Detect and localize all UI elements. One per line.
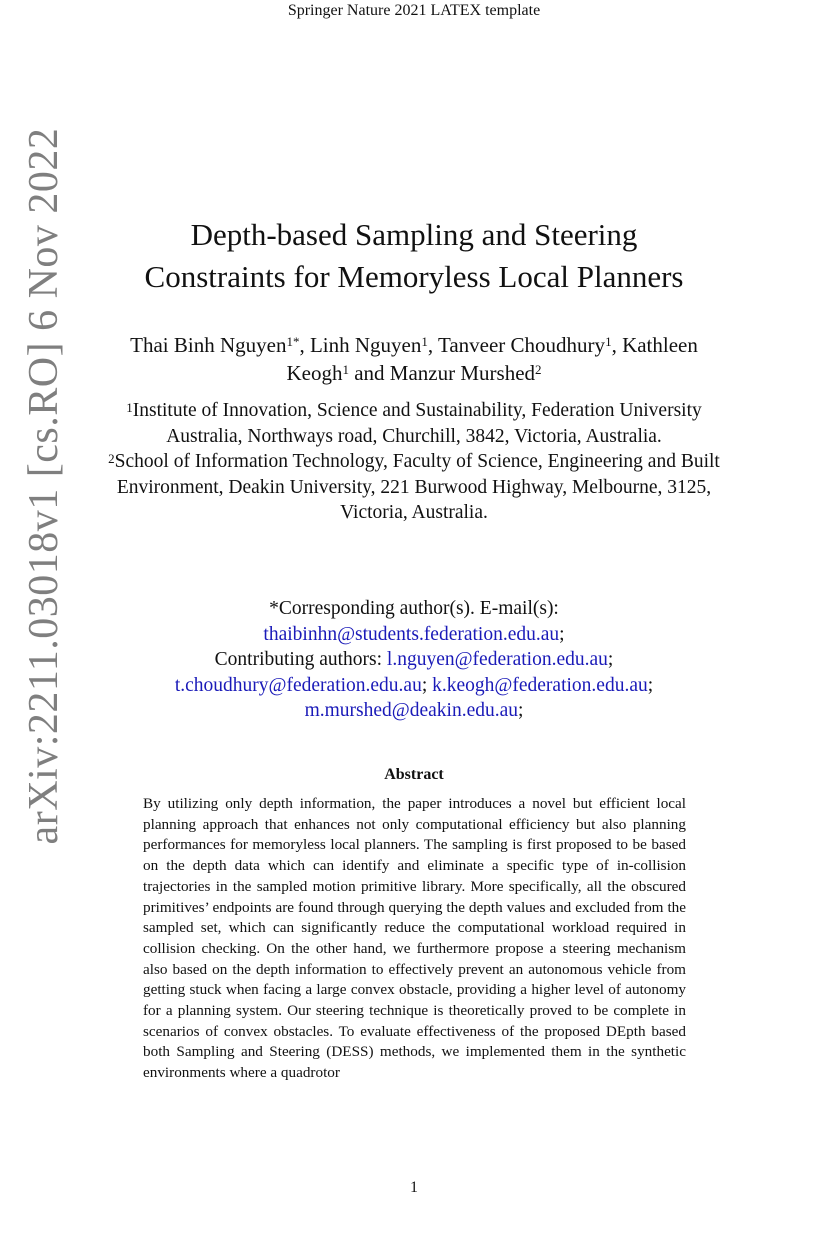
abstract-text: By utilizing only depth information, the paper introduces a novel but efficient local planning approach that enhances not only computational efficiency but also planning performances for memoryless local planners. The sampling is first proposed to be based on the depth data which can identify and eliminate a specific type of in-collision trajectories in the sampled motion primitive library. More specifically, all the obscured primitives’ endpoints are found through querying the depth values and excluded from the sampled set, which can significantly reduce the computational workload required in collision checking. On the other hand, we furthermore propose a steering mechanism also based on the depth information to effectively prevent an autonomous vehicle from getting stuck when facing a large convex obstacle, providing a higher level of autonomy for a planning system. Our steering technique is theoretically proved to be complete in scenarios of convex obstacles. To evaluate effectiveness of the proposed DEpth based both Sampling and Steering (DESS) methods, we implemented them in the synthetic environments where a quadrotor [143, 795, 686, 1082]
author-separator: and [348, 361, 390, 385]
author-separator: , [299, 333, 310, 357]
author-affiliation-marker: 1* [286, 334, 300, 349]
email-separator: ; [559, 623, 565, 645]
author-name: Thai Binh Nguyen [130, 333, 287, 357]
page-number: 1 [410, 1179, 418, 1196]
title-line-1: Depth-based Sampling and Steering [190, 217, 638, 252]
author-affiliation-marker: 1 [421, 334, 428, 349]
arxiv-identifier-stamp [18, 127, 70, 845]
affiliation-1 [108, 398, 720, 449]
author-separator: , [611, 333, 623, 357]
author-separator: , [427, 333, 438, 357]
title-line-2: Constraints for Memoryless Local Planners [144, 259, 684, 294]
contributing-email-link[interactable]: k.keogh@federation.edu.au [432, 674, 648, 696]
contributing-email-link[interactable]: t.choudhury@federation.edu.au [174, 674, 422, 696]
email-separator: ; [607, 649, 614, 670]
correspondence-block [108, 596, 720, 724]
corresponding-label: *Corresponding author(s). E-mail(s): [269, 598, 559, 619]
author-name: Linh Nguyen [309, 333, 422, 357]
abstract-heading: Abstract [384, 766, 444, 783]
email-separator: ; [647, 674, 654, 696]
email-separator: ; [518, 700, 524, 721]
author-affiliation-marker: 1 [342, 362, 349, 377]
running-header: Springer Nature 2021 LATEX template [287, 2, 541, 19]
affiliation-text: School of Information Technology, Faculty of Science, Engineering and Built Environment, Deakin University, 221 Burwood Highway, Melbourne, 3125, Victoria, Australia. [114, 451, 720, 523]
email-separator: ; [421, 674, 428, 696]
contributing-email-link[interactable]: m.murshed@deakin.edu.au [304, 700, 519, 721]
author-affiliation-marker: 2 [535, 362, 542, 377]
affiliation-marker: 2 [108, 451, 115, 466]
author-name: Manzur Murshed [389, 361, 536, 385]
author-name: Tanveer Choudhury [437, 333, 606, 357]
affiliation-text: Institute of Innovation, Science and Sustainability, Federation University Australia, Northways road, Churchill, 3842, Victoria, Australia. [132, 400, 702, 447]
corresponding-email-link[interactable]: thaibinhn@students.federation.edu.au [263, 623, 560, 645]
author-list [120, 331, 708, 387]
author-affiliation-marker: 1 [605, 334, 612, 349]
paper-title [100, 214, 728, 298]
affiliation-list [108, 398, 720, 526]
arxiv-identifier-text: arXiv:2211.03018v1 [cs.RO] 6 Nov 2022 [21, 127, 67, 845]
author-name: Kathleen Keogh [286, 333, 698, 385]
contributing-label: Contributing authors: [214, 649, 383, 670]
affiliation-2 [108, 449, 720, 526]
contributing-email-link[interactable]: l.nguyen@federation.edu.au [386, 649, 608, 670]
affiliation-marker: 1 [126, 400, 133, 415]
